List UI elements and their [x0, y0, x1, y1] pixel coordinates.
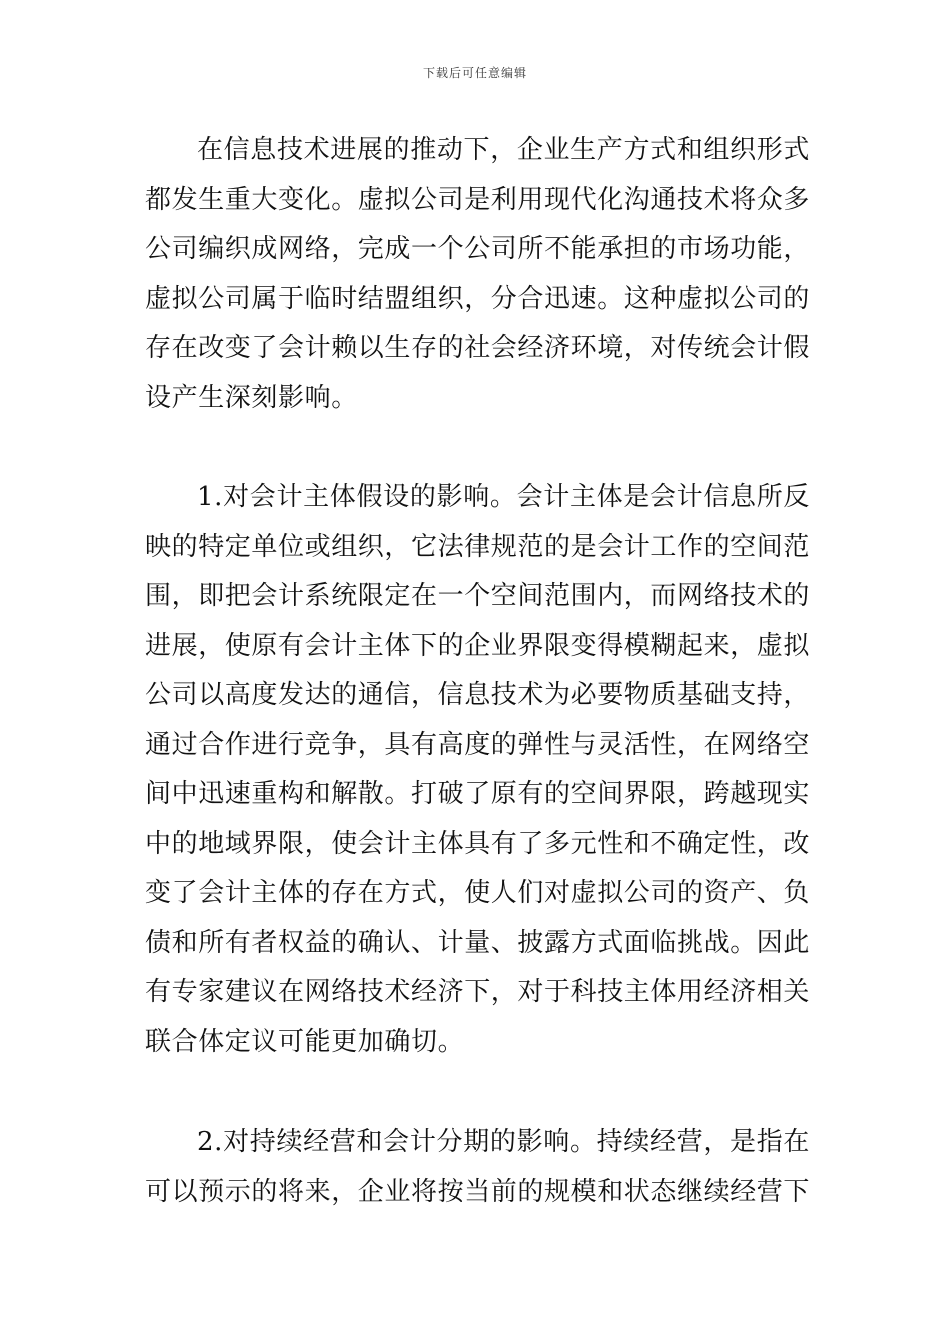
- paragraph-going-concern: 2.对持续经营和会计分期的影响。持续经营，是指在可以预示的将来，企业将按当前的规模和状态继续经营下: [145, 1127, 811, 1207]
- header-note: 下载后可任意编辑: [422, 66, 527, 80]
- paragraph-intro: 在信息技术进展的推动下，企业生产方式和组织形式都发生重大变化。虚拟公司是利用现代化沟通技术将众多公司编织成网络，完成一个公司所不能承担的市场功能，虚拟公司属于临时结盟组织，分合迅速。这种虚拟公司的存在改变了会计赖以生存的社会经济环境，对传统会计假设产生深刻影响。: [145, 135, 811, 413]
- paragraph-accounting-entity: 1.对会计主体假设的影响。会计主体是会计信息所反映的特定单位或组织，它法律规范的是会计工作的空间范围，即把会计系统限定在一个空间范围内，而网络技术的进展，使原有会计主体下的企业界限变得模糊起来，虚拟公司以高度发达的通信，信息技术为必要物质基础支持，通过合作进行竞争，具有高度的弹性与灵活性，在网络空间中迅速重构和解散。打破了原有的空间界限，跨越现实中的地域界限，使会计主体具有了多元性和不确定性，改变了会计主体的存在方式，使人们对虚拟公司的资产、负债和所有者权益的确认、计量、披露方式面临挑战。因此有专家建议在网络技术经济下，对于科技主体用经济相关联合体定议可能更加确切。: [145, 482, 811, 1057]
